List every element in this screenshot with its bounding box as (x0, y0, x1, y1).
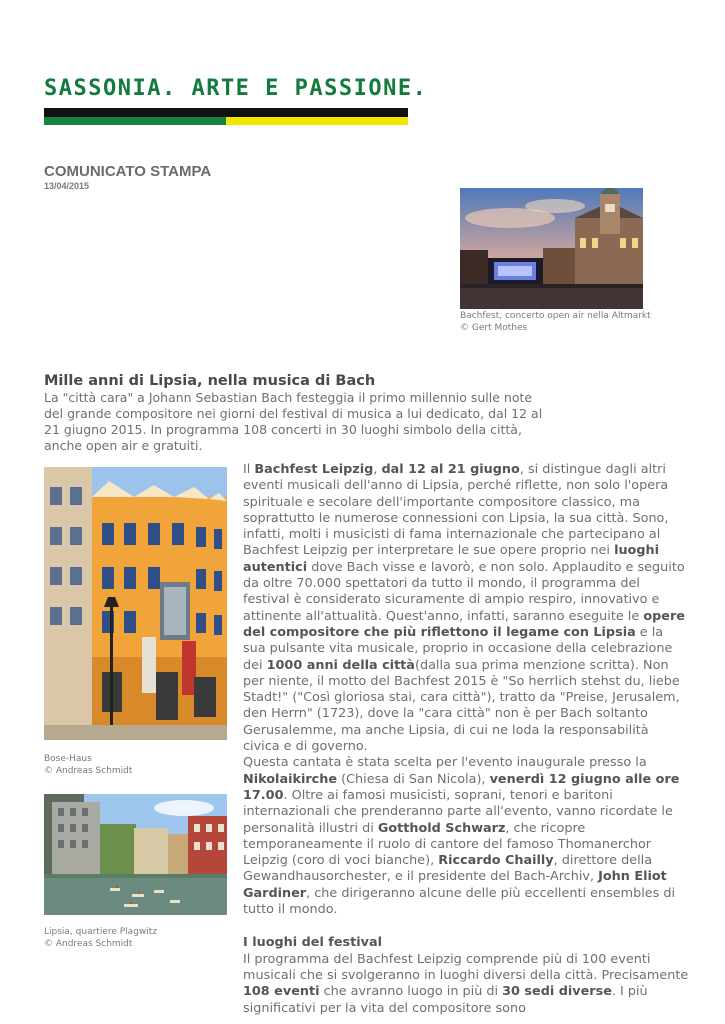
concert-photo-illustration (460, 188, 643, 309)
article-intro: La "città cara" a Johann Sebastian Bach festeggia il primo millennio sulle note del grande compositore nei giorni del festival di musica a lui dedicato, dal 12 al 21 giugno 2015. In programma 108 concerti in 30 luoghi simbolo della città, anche open air e gratuiti. (44, 390, 543, 453)
brand-color-bars (44, 108, 408, 125)
bold-text-run: 108 eventi (243, 984, 320, 1000)
article-headline: Mille anni di Lipsia, nella musica di Bach (44, 373, 376, 389)
bold-text-run: dal 12 al 21 giugno (381, 462, 520, 477)
caption-credit: © Andreas Schmidt (44, 939, 133, 949)
concert-photo-caption (460, 310, 680, 334)
caption-credit: © Gert Mothes (460, 323, 528, 333)
text-run: Il programma del Bachfest Leipzig comprende più di 100 eventi musicali che si svolgeranno in luoghi diversi della città. Precisamente (243, 951, 689, 983)
article-body (243, 462, 689, 1017)
bold-text-run: Gotthold Schwarz (377, 820, 506, 836)
text-run: , si distingue dagli altri eventi musicali dell'anno di Lipsia, perché riflette, non solo l'opera spirituale e secolare dell'importante compositore classico, ma soprattutto le numerose connessioni con Lipsia, la sua città. Sono, infatti, molti i musicisti di fama internazionale che partecipano al Bachfest Leipzig per interpretare le sue opere proprio nei (243, 462, 669, 559)
bold-text-run: opere del compositore che più riflettono il legame con Lipsia (243, 608, 685, 640)
text-run: e la sua pulsante vita musicale, proprio in occasione della celebrazione dei (243, 624, 673, 673)
bold-text-run: luoghi autentici (243, 543, 660, 575)
body-paragraph-3 (243, 952, 689, 1017)
text-run: Il (243, 462, 255, 477)
text-run: , (373, 462, 382, 477)
text-run: . I più significativi per la vita del compositore sono (243, 984, 648, 1016)
text-run: , che ricopre temporaneamente il ruolo di cantore del famoso Thomanerchor Leipzig (coro di voci bianche), (243, 820, 652, 869)
bold-text-run: John Eliot Gardiner (243, 869, 667, 901)
caption-credit: © Andreas Schmidt (44, 766, 133, 776)
text-run: , che dirigeranno alcune delle più eccellenti ensembles di tutto il mondo. (243, 885, 676, 918)
bold-text-run: Nikolaikirche (243, 771, 338, 787)
bose-haus-caption (44, 753, 227, 777)
text-run: (dalla sua prima menzione scritta). Non per niente, il motto del Bachfest 2015 è "So herrlich stehst du, liebe Stadt!" ("Così gloriosa stai, cara città"), tratto da "Preise, Jerusalem, den Herrn" (1723), dove la "cara città" non è per Bach soltanto Gerusalemme, ma anche Lipsia, di cui ne loda la responsabilità civica e di governo. (243, 657, 680, 755)
caption-text: Bachfest, concerto open air nella Altmarkt (460, 311, 651, 321)
green-stripe (44, 117, 226, 125)
black-stripe (44, 108, 408, 117)
text-run: dove Bach visse e lavorò, e non solo. Applaudito e seguito da oltre 70.000 spettatori da tutto il mondo, il programma del festival è considerato sicuramente di ampio respiro, innovativo e attinente all'attualità. Quest'anno, infatti, saranno eseguite le (243, 559, 685, 624)
yellow-stripe (226, 117, 408, 125)
bold-text-run: 30 sedi diverse (502, 984, 612, 1000)
bold-text-run: venerdì 12 giugno alle ore 17.00 (243, 771, 680, 803)
bold-text-run: Riccardo Chailly (438, 853, 554, 869)
press-release-label: COMUNICATO STAMPA (44, 163, 212, 180)
bachfest-concert-photo (460, 188, 643, 309)
caption-text: Lipsia, quartiere Plagwitz (44, 927, 158, 937)
bose-haus-photo (44, 467, 227, 740)
body-paragraph-1 (243, 462, 689, 755)
press-release-date: 13/04/2015 (44, 181, 90, 191)
text-run: che avranno luogo in più di (319, 984, 503, 1000)
bose-haus-illustration (44, 467, 227, 740)
body-paragraph-2 (243, 755, 689, 918)
section-title: I luoghi del festival (243, 935, 383, 951)
text-run: , direttore della Gewandhausorchester, e il presidente del Bach-Archiv, (243, 853, 653, 885)
bold-text-run: Bachfest Leipzig (254, 462, 374, 477)
text-run: . Oltre ai famosi musicisti, soprani, tenori e baritoni internazionali che prenderanno parte all'evento, vanno ricordate le personalità illustri di (243, 787, 673, 836)
caption-text: Bose-Haus (44, 754, 92, 764)
plagwitz-illustration (44, 794, 227, 915)
bold-text-run: 1000 anni della città (266, 657, 415, 673)
text-run: (Chiesa di San Nicola), (337, 771, 490, 787)
text-run: Questa cantata è stata scelta per l'evento inaugurale presso la (243, 755, 647, 771)
brand-title: SASSONIA. ARTE E PASSIONE. (44, 76, 428, 101)
plagwitz-photo (44, 794, 227, 915)
plagwitz-caption (44, 926, 227, 950)
